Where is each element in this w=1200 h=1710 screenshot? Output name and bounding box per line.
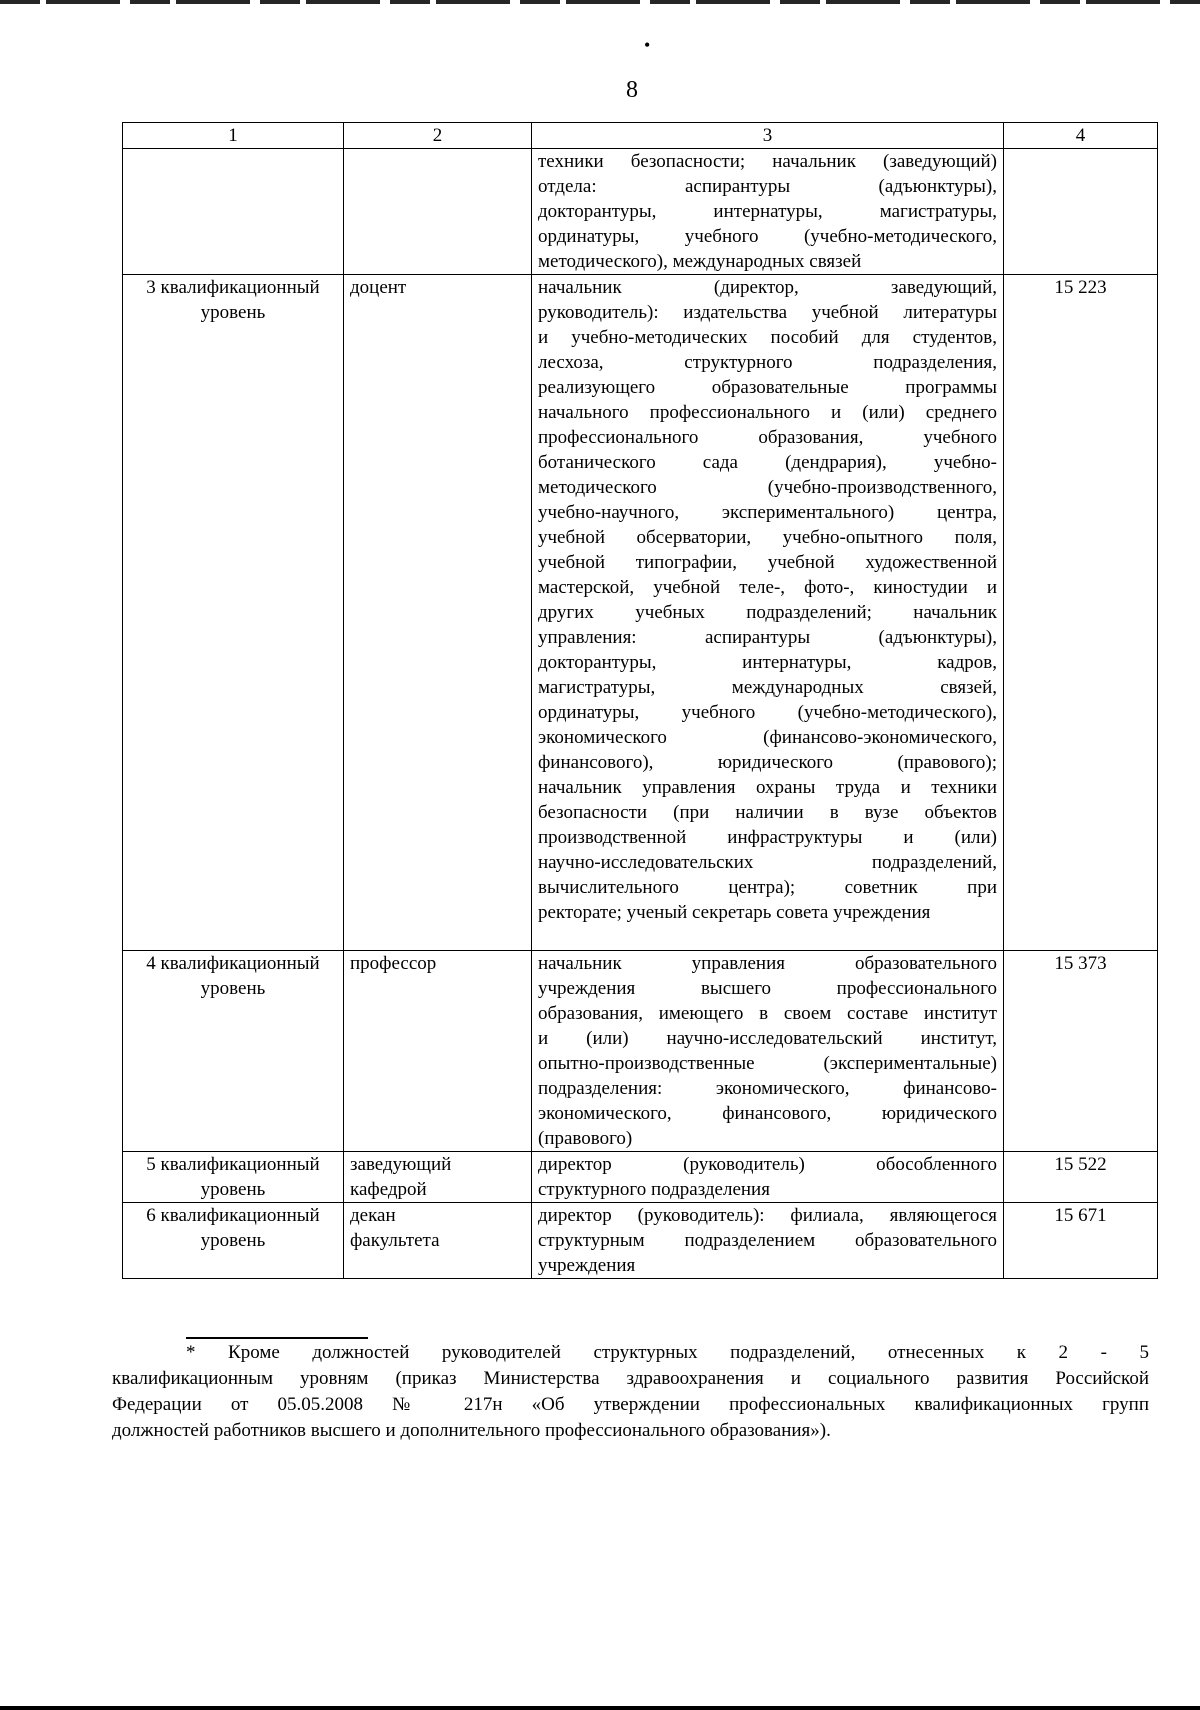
qualification-table bbox=[122, 122, 1158, 1279]
duties-line: учебной типографии, учебной художественной bbox=[538, 552, 997, 573]
duties-line: финансового), юридического (правового); bbox=[538, 752, 997, 773]
header-cell-1: 1 bbox=[123, 123, 344, 149]
duties-line: учреждения bbox=[538, 1255, 636, 1276]
duties-line: мастерской, учебной теле-, фото-, киностудии и bbox=[538, 577, 997, 598]
duties-line: (правового) bbox=[538, 1128, 633, 1149]
duties-line: отдела: аспирантуры (адъюнктуры), bbox=[538, 176, 997, 197]
duties-line: и учебно-методических пособий для студентов, bbox=[538, 327, 997, 348]
duties-line: руководитель): издательства учебной литературы bbox=[538, 302, 997, 323]
duties-line: безопасности (при наличии в вузе объектов bbox=[538, 802, 997, 823]
level-text: 4 квалификационный bbox=[146, 953, 320, 974]
duties-line: ординатуры, учебного (учебно-методического), bbox=[538, 702, 997, 723]
table-row bbox=[123, 951, 1158, 1152]
duties-line: других учебных подразделений; начальник bbox=[538, 602, 997, 623]
duties-line: директор (руководитель): филиала, являющегося bbox=[538, 1205, 997, 1226]
duties-line: начальник управления охраны труда и техники bbox=[538, 777, 997, 798]
duties-line: докторантуры, интернатуры, кадров, bbox=[538, 652, 997, 673]
scan-edge-bottom bbox=[0, 1706, 1200, 1710]
duties-cell bbox=[532, 275, 1004, 951]
table-row bbox=[123, 1152, 1158, 1203]
position-text: факультета bbox=[350, 1230, 440, 1251]
duties-line: магистратуры, международных связей, bbox=[538, 677, 997, 698]
position-text: доцент bbox=[350, 277, 407, 298]
page-number: 8 bbox=[626, 77, 638, 103]
position-text: заведующий bbox=[350, 1154, 452, 1175]
level-cell bbox=[123, 275, 344, 951]
duties-line: опытно-производственные (экспериментальные) bbox=[538, 1053, 997, 1074]
level-text: уровень bbox=[200, 978, 266, 999]
duties-line: начальник управления образовательного bbox=[538, 953, 997, 974]
duties-line: лесхоза, структурного подразделения, bbox=[538, 352, 997, 373]
level-cell bbox=[123, 1152, 344, 1203]
footnote-line: квалификационным уровням (приказ Министерства здравоохранения и социального развития Российской bbox=[112, 1368, 1149, 1389]
duties-line: образования, имеющего в своем составе институт bbox=[538, 1003, 997, 1024]
footnote-line: должностей работников высшего и дополнительного профессионального образования»). bbox=[112, 1420, 831, 1441]
duties-line: структурного подразделения bbox=[538, 1179, 770, 1200]
scan-edge-top bbox=[0, 0, 1200, 4]
duties-line: докторантуры, интернатуры, магистратуры, bbox=[538, 201, 997, 222]
level-text: 3 квалификационный bbox=[146, 277, 320, 298]
duties-line: экономического, финансового, юридического bbox=[538, 1103, 997, 1124]
duties-line: ректорате; ученый секретарь совета учреждения bbox=[538, 902, 931, 923]
footnote-line: Федерации от 05.05.2008 № 217н «Об утверждении профессиональных квалификационных групп bbox=[112, 1394, 1149, 1415]
duties-cell bbox=[532, 149, 1004, 275]
duties-line: ординатуры, учебного (учебно-методического, bbox=[538, 226, 997, 247]
salary-cell: 15 671 bbox=[1004, 1203, 1158, 1279]
salary-cell bbox=[1004, 149, 1158, 275]
position-cell bbox=[344, 1203, 532, 1279]
duties-line: управления: аспирантуры (адъюнктуры), bbox=[538, 627, 997, 648]
duties-line: профессионального образования, учебного bbox=[538, 427, 997, 448]
header-cell-3: 3 bbox=[532, 123, 1004, 149]
table-row bbox=[123, 1203, 1158, 1279]
duties-line: реализующего образовательные программы bbox=[538, 377, 997, 398]
duties-cell bbox=[532, 1152, 1004, 1203]
top-mark: • bbox=[644, 35, 651, 55]
duties-line: начального профессионального и (или) среднего bbox=[538, 402, 997, 423]
table-row bbox=[123, 275, 1158, 951]
header-cell-4: 4 bbox=[1004, 123, 1158, 149]
duties-cell bbox=[532, 1203, 1004, 1279]
duties-line: экономического (финансово-экономического, bbox=[538, 727, 997, 748]
level-cell bbox=[123, 1203, 344, 1279]
footnote-line: * Кроме должностей руководителей структурных подразделений, отнесенных к 2 - 5 bbox=[186, 1342, 1149, 1363]
position-text: профессор bbox=[350, 953, 437, 974]
salary-cell: 15 522 bbox=[1004, 1152, 1158, 1203]
level-cell bbox=[123, 951, 344, 1152]
position-cell bbox=[344, 1152, 532, 1203]
duties-line: учреждения высшего профессионального bbox=[538, 978, 997, 999]
level-text: уровень bbox=[200, 302, 266, 323]
duties-line: и (или) научно-исследовательский институт, bbox=[538, 1028, 997, 1049]
duties-line: методического), международных связей bbox=[538, 251, 862, 272]
position-cell bbox=[344, 951, 532, 1152]
duties-line: подразделения: экономического, финансово- bbox=[538, 1078, 997, 1099]
header-cell-2: 2 bbox=[344, 123, 532, 149]
level-text: 6 квалификационный bbox=[146, 1205, 320, 1226]
duties-line: учебной обсерватории, учебно-опытного поля, bbox=[538, 527, 997, 548]
table-row bbox=[123, 149, 1158, 275]
salary-cell: 15 373 bbox=[1004, 951, 1158, 1152]
level-text: уровень bbox=[200, 1179, 266, 1200]
position-text: декан bbox=[350, 1205, 396, 1226]
duties-line: учебно-научного, экспериментального) центра, bbox=[538, 502, 997, 523]
duties-line: производственной инфраструктуры и (или) bbox=[538, 827, 997, 848]
level-cell bbox=[123, 149, 344, 275]
footnote-rule bbox=[186, 1337, 368, 1339]
duties-line: научно-исследовательских подразделений, bbox=[538, 852, 997, 873]
duties-cell bbox=[532, 951, 1004, 1152]
table-header-row bbox=[123, 123, 1158, 149]
footnote bbox=[112, 1340, 1149, 1444]
duties-line: методического (учебно-производственного, bbox=[538, 477, 997, 498]
duties-line: ботанического сада (дендрария), учебно- bbox=[538, 452, 997, 473]
duties-line: директор (руководитель) обособленного bbox=[538, 1154, 997, 1175]
level-text: 5 квалификационный bbox=[146, 1154, 320, 1175]
level-text: уровень bbox=[200, 1230, 266, 1251]
position-cell bbox=[344, 149, 532, 275]
position-cell bbox=[344, 275, 532, 951]
duties-line: вычислительного центра); советник при bbox=[538, 877, 997, 898]
duties-line: структурным подразделением образовательного bbox=[538, 1230, 997, 1251]
salary-cell: 15 223 bbox=[1004, 275, 1158, 951]
position-text: кафедрой bbox=[350, 1179, 427, 1200]
duties-line: начальник (директор, заведующий, bbox=[538, 277, 997, 298]
duties-line: техники безопасности; начальник (заведующий) bbox=[538, 151, 997, 172]
